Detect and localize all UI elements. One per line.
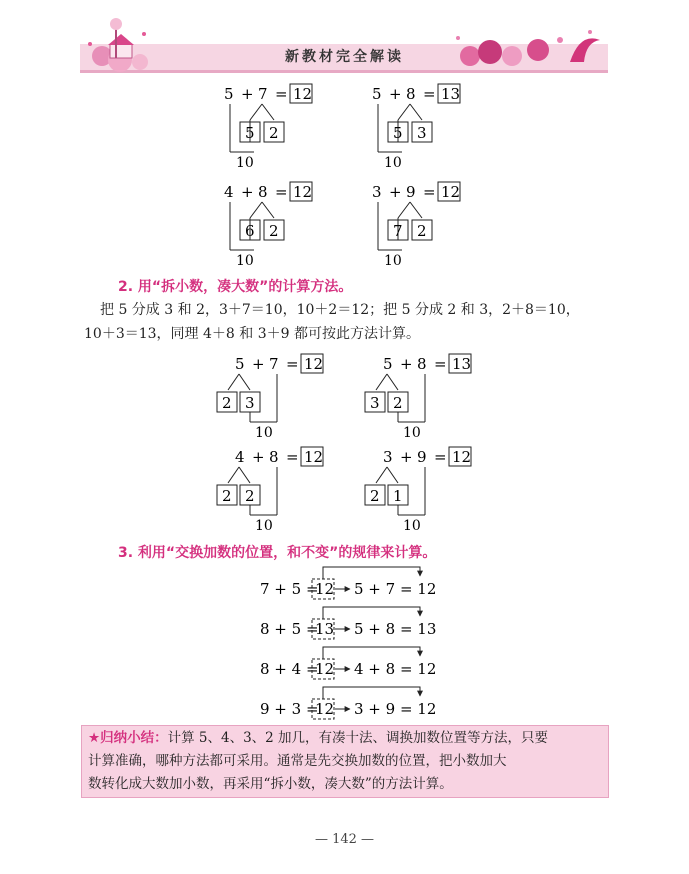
- diagram-mid-5-plus-7: [217, 354, 323, 441]
- swap-right: 5 + 7 = 12: [354, 580, 437, 598]
- svg-text:2: 2: [269, 222, 279, 240]
- svg-text:7: 7: [393, 222, 403, 240]
- svg-text:3: 3: [370, 394, 380, 412]
- svg-text:9: 9: [406, 183, 416, 201]
- diagram-mid-5-plus-8: [365, 354, 471, 441]
- svg-text:9: 9: [417, 448, 427, 466]
- sum-value: 12: [441, 183, 461, 201]
- swap-row-3: [260, 647, 436, 679]
- sum-value: 13: [441, 85, 461, 103]
- expr-b: 7: [258, 85, 268, 103]
- sum-value: 12: [304, 448, 324, 466]
- diagram-4-plus-8: [224, 182, 312, 269]
- svg-text:10: 10: [403, 518, 421, 534]
- svg-text:8: 8: [258, 183, 268, 201]
- svg-text:8: 8: [269, 448, 279, 466]
- swap-diagram: [250, 562, 450, 722]
- sum-value: 12: [304, 355, 324, 373]
- svg-text:1: 1: [393, 487, 403, 505]
- svg-text:4: 4: [224, 183, 234, 201]
- mid-diagram-group: [205, 350, 485, 535]
- section-2-paragraph-line-2: 10＋3＝13，同理 4＋8 和 3＋9 都可按此方法计算。: [84, 326, 420, 342]
- svg-text:=: =: [423, 183, 436, 201]
- svg-text:2: 2: [222, 487, 232, 505]
- svg-text:=: =: [423, 85, 436, 103]
- svg-text:=: =: [286, 448, 299, 466]
- svg-text:10: 10: [255, 425, 273, 441]
- section-2-paragraph-line-1: 把 5 分成 3 和 2，3＋7＝10，10＋2＝12；把 5 分成 2 和 3，2＋8＝10，: [100, 302, 580, 318]
- expr-a: 5: [224, 85, 234, 103]
- svg-text:10: 10: [403, 425, 421, 441]
- svg-text:8 + 5 =: 8 + 5 =: [260, 620, 319, 638]
- diagram-5-plus-8: [372, 84, 460, 171]
- svg-text:4 + 8 = 12: 4 + 8 = 12: [354, 660, 437, 678]
- diagram-mid-4-plus-8: [217, 447, 323, 534]
- diagram-mid-3-plus-9: [365, 447, 471, 534]
- svg-text:12: 12: [315, 700, 335, 718]
- svg-text:3 + 9 = 12: 3 + 9 = 12: [354, 700, 437, 718]
- svg-text:+: +: [400, 448, 413, 466]
- summary-text: [88, 727, 604, 796]
- sum-value: 12: [293, 183, 313, 201]
- header-title: 新教材完全解读: [285, 49, 404, 65]
- svg-text:5: 5: [235, 355, 245, 373]
- expr-b: 8: [406, 85, 416, 103]
- svg-text:7: 7: [269, 355, 279, 373]
- summary-line-1: 计算 5、4、3、2 加几，有凑十法、调换加数位置等方法，只要: [167, 730, 549, 746]
- expr-a: 5: [372, 85, 382, 103]
- svg-text:+: +: [252, 355, 265, 373]
- expr-op: +: [241, 85, 254, 103]
- sum-value: 12: [452, 448, 472, 466]
- svg-text:9 + 3 =: 9 + 3 =: [260, 700, 319, 718]
- summary-box: [81, 725, 609, 798]
- svg-text:+: +: [252, 448, 265, 466]
- svg-text:=: =: [275, 183, 288, 201]
- svg-text:10: 10: [255, 518, 273, 534]
- ten-label: 10: [236, 155, 254, 171]
- svg-text:2: 2: [393, 394, 403, 412]
- svg-text:10: 10: [236, 253, 254, 269]
- svg-text:13: 13: [315, 620, 335, 638]
- svg-text:=: =: [286, 355, 299, 373]
- summary-title: ★归纳小结：: [88, 730, 168, 746]
- svg-text:8: 8: [417, 355, 427, 373]
- svg-text:5: 5: [383, 355, 393, 373]
- split-left: 5: [393, 124, 403, 142]
- svg-text:+: +: [389, 85, 402, 103]
- sum-value: 12: [293, 85, 313, 103]
- swap-row-4: [260, 687, 436, 719]
- svg-text:6: 6: [245, 222, 255, 240]
- svg-text:4: 4: [235, 448, 245, 466]
- swap-left: 7 + 5 =: [260, 580, 319, 598]
- section-2-heading: 2. 用“拆小数，凑大数”的计算方法。: [118, 279, 353, 295]
- svg-text:5 + 8 = 13: 5 + 8 = 13: [354, 620, 437, 638]
- swap-row-1: [260, 567, 436, 599]
- split-right: 2: [269, 124, 279, 142]
- svg-text:2: 2: [370, 487, 380, 505]
- svg-text:+: +: [400, 355, 413, 373]
- svg-text:3: 3: [245, 394, 255, 412]
- section-3-heading: 3. 利用“交换加数的位置，和不变”的规律来计算。: [118, 545, 437, 561]
- svg-text:=: =: [434, 448, 447, 466]
- svg-text:3: 3: [383, 448, 393, 466]
- sum-value: 13: [452, 355, 472, 373]
- top-diagram-group: [210, 80, 490, 272]
- expr-eq: =: [275, 85, 288, 103]
- swap-row-2: [260, 607, 436, 639]
- svg-text:2: 2: [417, 222, 427, 240]
- summary-line-2: 计算准确，哪种方法都可采用。通常是先交换加数的位置，把小数加大: [88, 753, 507, 769]
- svg-text:=: =: [434, 355, 447, 373]
- ten-label: 10: [384, 155, 402, 171]
- svg-text:2: 2: [245, 487, 255, 505]
- split-right: 3: [417, 124, 427, 142]
- svg-text:3: 3: [372, 183, 382, 201]
- diagram-5-plus-7: [224, 84, 312, 171]
- summary-line-3: 数转化成大数加小数，再采用“拆小数，凑大数”的方法计算。: [88, 776, 453, 792]
- svg-text:8 + 4 =: 8 + 4 =: [260, 660, 319, 678]
- svg-text:2: 2: [222, 394, 232, 412]
- page-number: — 142 —: [314, 832, 375, 847]
- result-value: 12: [315, 580, 335, 598]
- diagram-3-plus-9: [372, 182, 460, 269]
- split-left: 5: [245, 124, 255, 142]
- svg-text:12: 12: [315, 660, 335, 678]
- svg-text:+: +: [389, 183, 402, 201]
- svg-text:10: 10: [384, 253, 402, 269]
- svg-text:+: +: [241, 183, 254, 201]
